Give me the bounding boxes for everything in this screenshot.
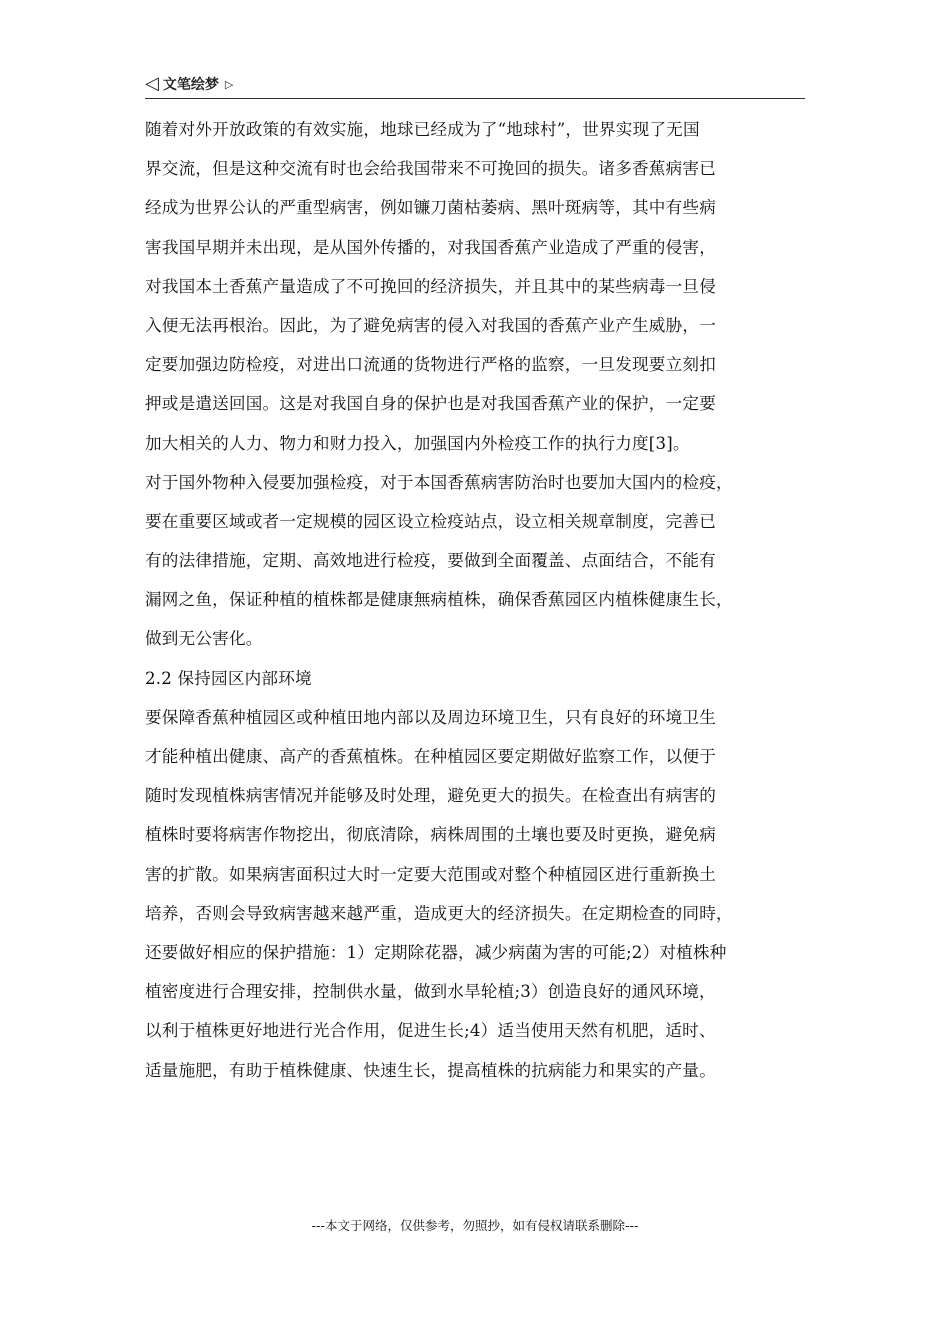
- footer-disclaimer: ---本文于网络，仅供参考，勿照抄，如有侵权请联系删除---: [311, 1218, 639, 1233]
- text-line: 做到无公害化。: [145, 629, 263, 649]
- text-line: 定要加强边防检疫，对进出口流通的货物进行严格的监察，一旦发现要立刻扣: [145, 355, 716, 375]
- text-line: 入便无法再根治。因此，为了避免病害的侵入对我国的香蕉产业产生威胁，一: [145, 315, 716, 335]
- header-divider: [145, 98, 805, 99]
- text-line: 害的扩散。如果病害面积过大时一定要大范围或对整个种植园区进行重新换土: [145, 864, 716, 884]
- document-body: [145, 110, 810, 1090]
- text-line: 要保障香蕉种植园区或种植田地内部以及周边环境卫生，只有良好的环境卫生: [145, 707, 716, 727]
- text-line: 界交流，但是这种交流有时也会给我国带来不可挽回的损失。诸多香蕉病害已: [145, 159, 716, 179]
- text-line: 随时发现植株病害情况并能够及时处理，避免更大的损失。在检查出有病害的: [145, 786, 716, 806]
- text-line: 漏网之鱼，保证种植的植株都是健康無病植株，确保香蕉园区内植株健康生长，: [145, 590, 733, 610]
- text-line: 加大相关的人力、物力和财力投入，加强国内外检疫工作的执行力度[3]。: [145, 433, 690, 453]
- text-line: 害我国早期并未出现，是从国外传播的，对我国香蕉产业造成了严重的侵害，: [145, 237, 716, 257]
- text-line: 培养，否则会导致病害越来越严重，造成更大的经济损失。在定期检查的同時，: [145, 903, 733, 923]
- text-line: 还要做好相应的保护措施：1）定期除花器，减少病菌为害的可能;2）对植株种: [145, 942, 727, 962]
- text-line: 对我国本土香蕉产量造成了不可挽回的经济损失，并且其中的某些病毒一旦侵: [145, 276, 716, 296]
- text-line: 植密度进行合理安排，控制供水量，做到水旱轮植;3）创造良好的通风环境，: [145, 982, 716, 1002]
- triangle-left-icon: ◁: [145, 73, 159, 94]
- section-heading: 2.2 保持园区内部环境: [145, 668, 312, 688]
- text-line: 押或是遣送回国。这是对我国自身的保护也是对我国香蕉产业的保护，一定要: [145, 394, 716, 414]
- header-brand: [145, 74, 805, 94]
- text-line: 随着对外开放政策的有效实施，地球已经成为了“地球村”，世界实现了无国: [145, 120, 700, 139]
- page-header: [145, 74, 805, 98]
- text-line: 适量施肥，有助于植株健康、快速生长，提高植株的抗病能力和果实的产量。: [145, 1060, 716, 1080]
- triangle-right-icon: ▷: [224, 77, 234, 91]
- text-line: 经成为世界公认的严重型病害，例如镰刀菌枯萎病、黑叶斑病等，其中有些病: [145, 198, 716, 218]
- header-title: 文笔绘梦: [162, 77, 219, 93]
- text-line: 才能种植出健康、高产的香蕉植株。在种植园区要定期做好监察工作，以便于: [145, 747, 716, 766]
- text-line: 要在重要区域或者一定规模的园区设立检疫站点，设立相关规章制度，完善已: [145, 511, 716, 531]
- text-line: 对于国外物种入侵要加强检疫，对于本国香蕉病害防治时也要加大国内的检疫，: [145, 472, 733, 492]
- text-line: 植株时要将病害作物挖出，彻底清除，病株周围的土壤也要及时更换，避免病: [145, 825, 716, 845]
- text-line: 以利于植株更好地进行光合作用，促进生长;4）适当使用天然有机肥，适时、: [145, 1021, 716, 1041]
- text-line: 有的法律措施，定期、高效地进行检疫，要做到全面覆盖、点面结合，不能有: [145, 551, 716, 571]
